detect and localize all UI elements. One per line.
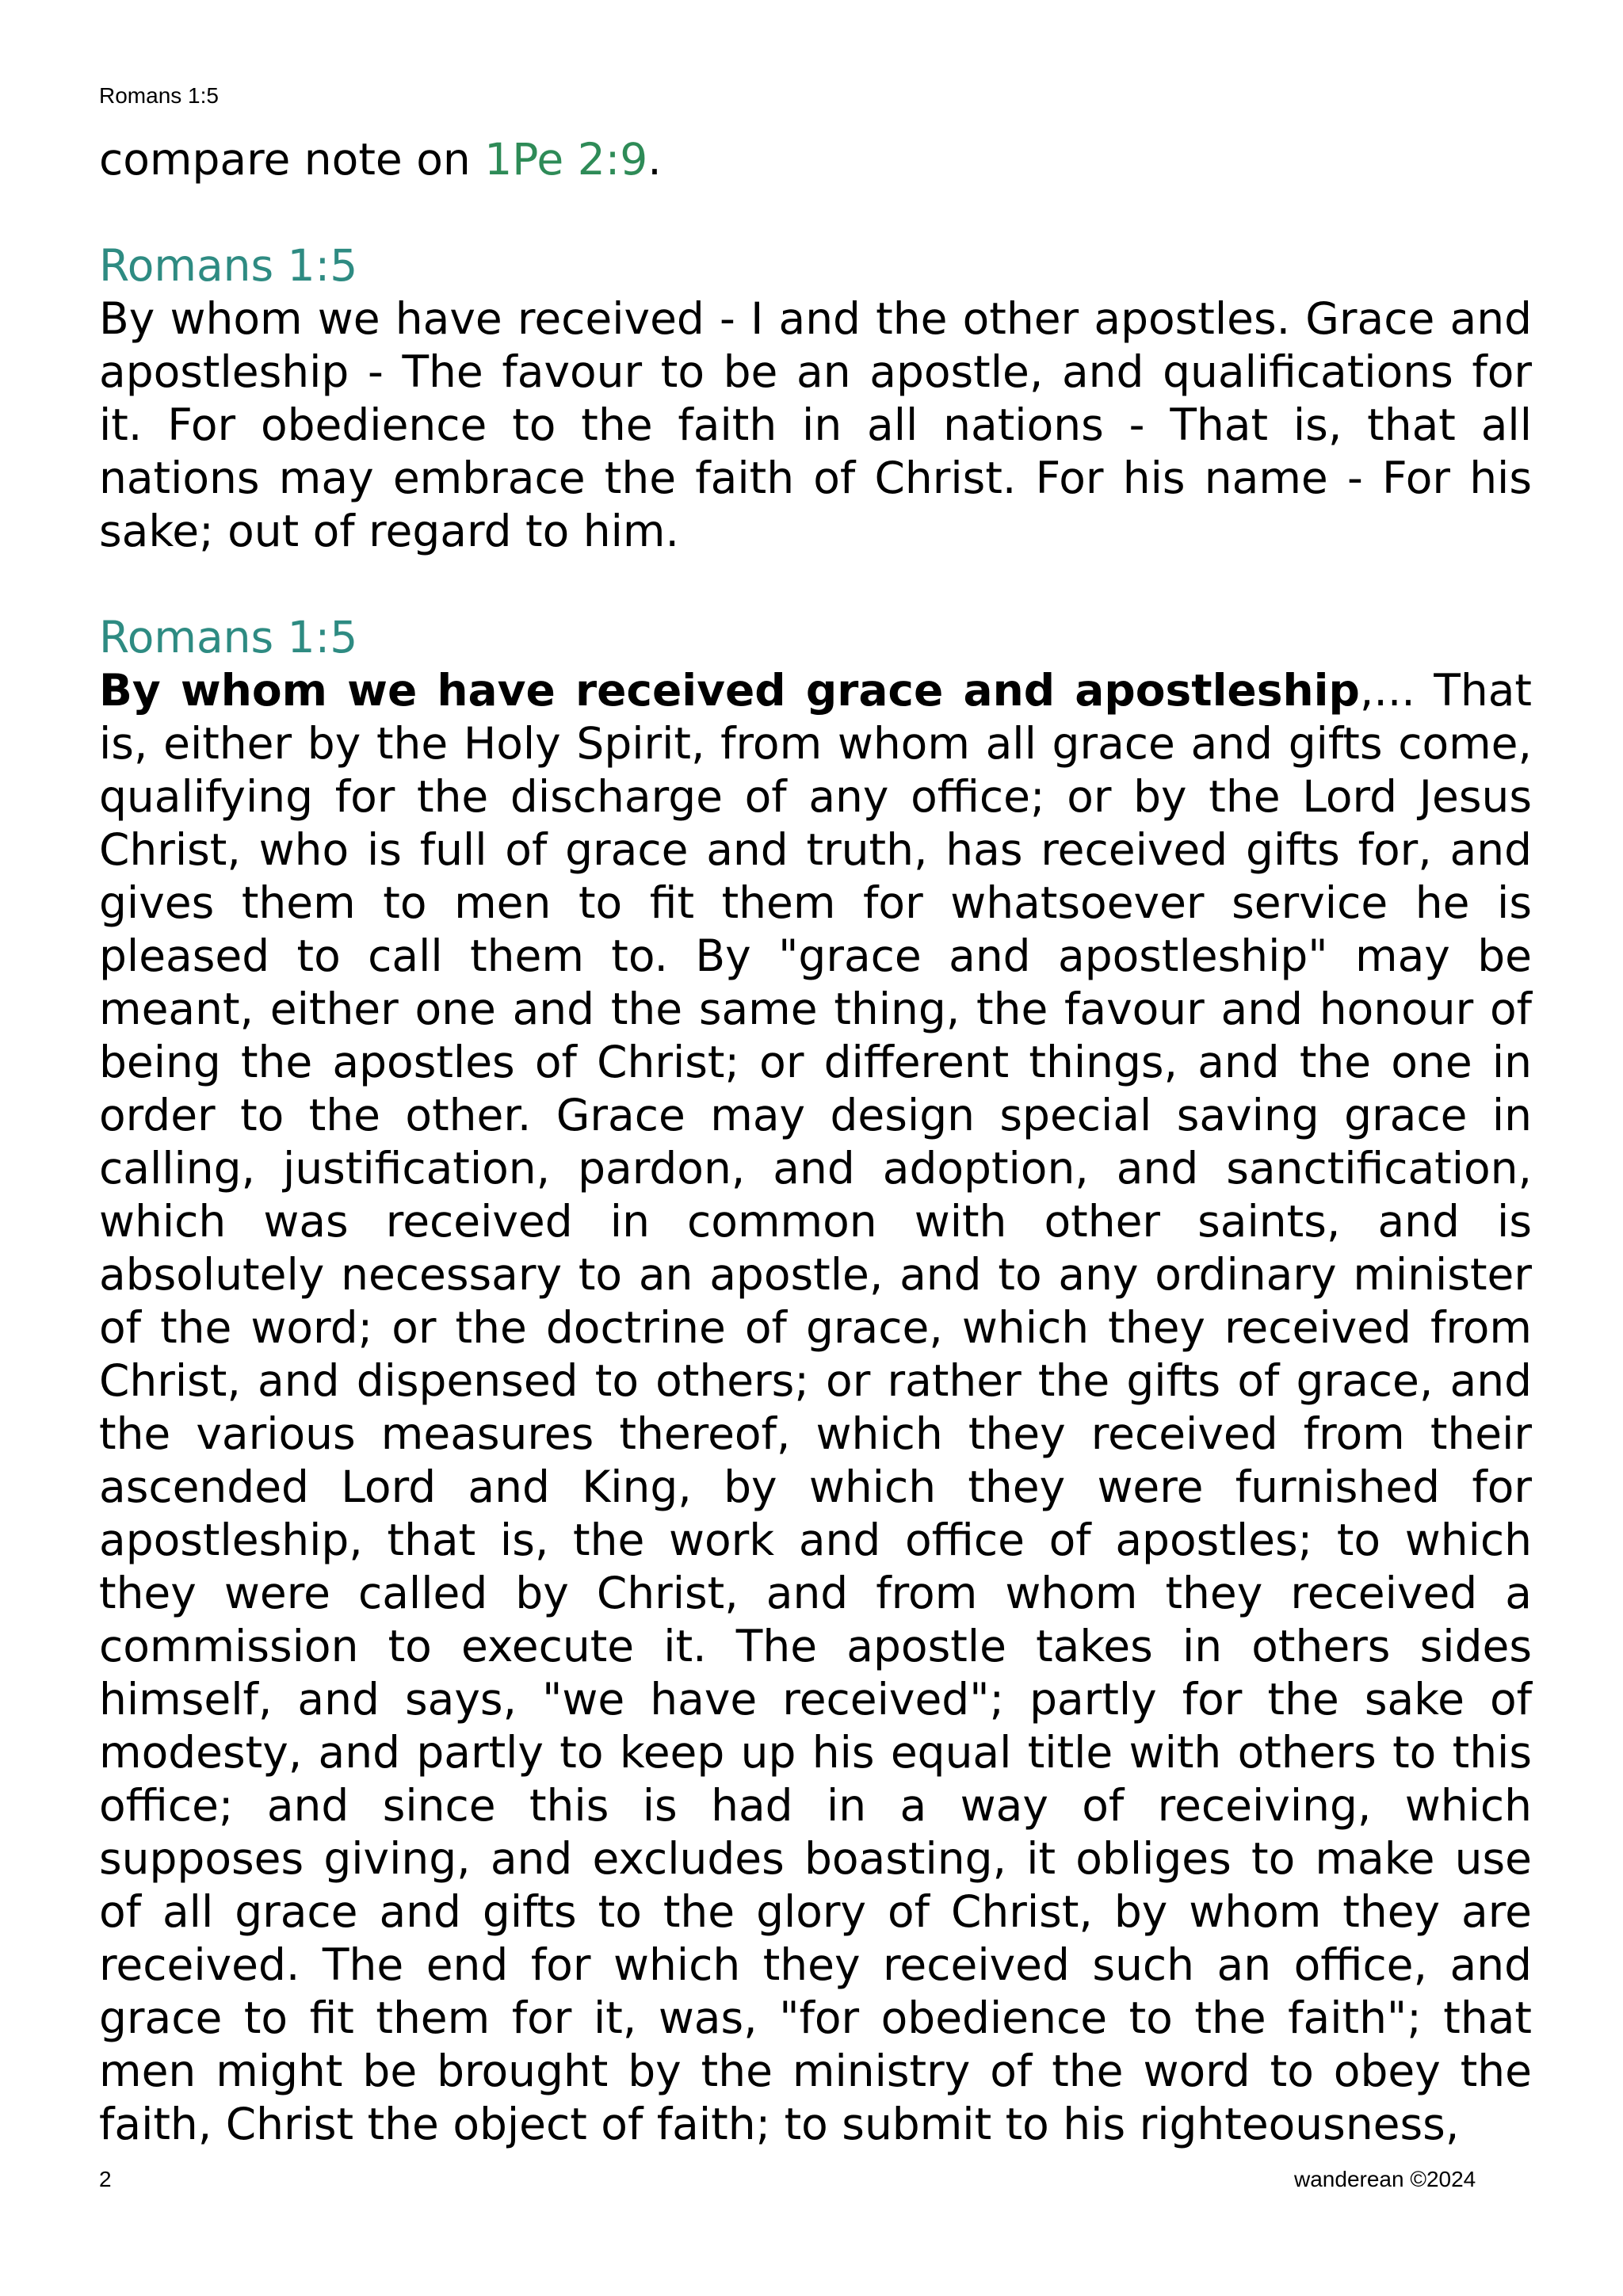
section-heading: Romans 1:5 <box>99 612 358 663</box>
cross-reference-link[interactable]: 1Pe 2:9 <box>484 134 648 185</box>
page-content <box>99 133 1532 2151</box>
intro-paragraph <box>99 133 1532 186</box>
copyright-notice: wanderean ©2024 <box>1294 2167 1476 2191</box>
section-spacer <box>99 186 1532 239</box>
running-header: Romans 1:5 <box>99 83 219 108</box>
intro-prefix: compare note on <box>99 134 485 185</box>
page-number: 2 <box>99 2167 112 2191</box>
verse-lead-text: By whom we have received grace and apostleship <box>99 665 1360 716</box>
section-heading: Romans 1:5 <box>99 240 358 291</box>
commentary-paragraph: By whom we have received - I and the other apostles. Grace and apostleship - The favour to be an apostle, and qualifications for it. For obedience to the faith in all nations - That is, that all nations may embrace the faith of Christ. For his name - For his sake; out of regard to him. <box>99 293 1532 556</box>
intro-suffix: . <box>647 134 662 185</box>
commentary-paragraph <box>99 664 1532 2151</box>
section-spacer <box>99 558 1532 611</box>
commentary-body-text: ,... That is, either by the Holy Spirit, from whom all grace and gifts come, qualifying for the discharge of any office; or by the Lord Jesus Christ, who is full of grace and truth, has received gifts for, and gives them to men to fit them for whatsoever service he is pleased to call them to. By "grace and apostleship" may be meant, either one and the same thing, the favour and honour of being the apostles of Christ; or different things, and the one in order to the other. Grace may design special saving grace in calling, justification, pardon, and adoption, and sanctification, which was received in common with other saints, and is absolutely necessary to an apostle, and to any ordinary minister of the word; or the doctrine of grace, which they received from Christ, and dispensed to others; or rather the gifts of grace, and the various measures thereof, which they received from their ascended Lord and King, by which they were furnished for apostleship, that is, the work and office of apostles; to which they were called by Christ, and from whom they received a commission to execute it. The apostle takes in others sides himself, and says, "we have received"; partly for the sake of modesty, and partly to keep up his equal title with others to this office; and since this is had in a way of receiving, which supposes giving, and excludes boasting, it obliges to make use of all grace and gifts to the glory of Christ, by whom they are received. The end for which they received such an office, and grace to fit them for it, was, "for obedience to the faith"; that men might be brought by the ministry of the word to obey the faith, Christ the object of faith; to submit to his righteousness, <box>99 665 1532 2149</box>
